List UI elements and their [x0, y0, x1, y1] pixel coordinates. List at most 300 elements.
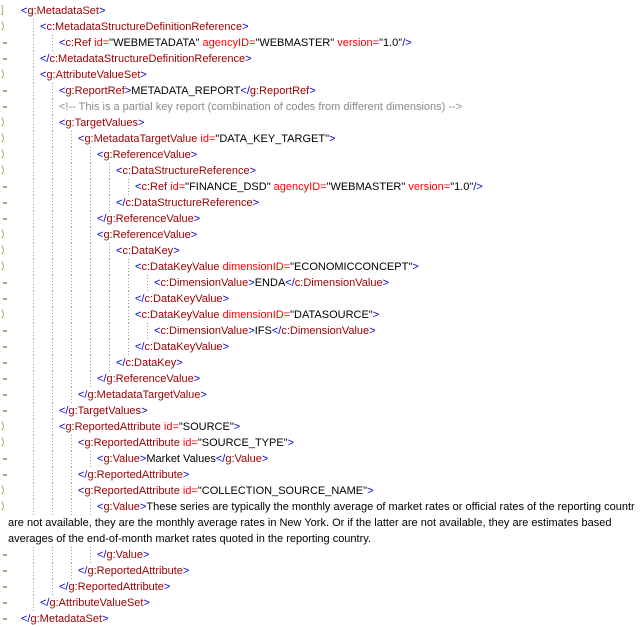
- tag-bracket: <: [59, 117, 66, 129]
- indent-guide: [21, 99, 40, 115]
- tag-bracket: >: [242, 21, 249, 33]
- indent-guide: [40, 403, 59, 419]
- indent-guide: [40, 483, 59, 499]
- indent-guide: [21, 227, 40, 243]
- indent-guide: [40, 195, 59, 211]
- tag-bracket: >: [163, 581, 171, 593]
- tag-bracket: </: [271, 325, 282, 337]
- indent-guide: [97, 307, 116, 323]
- tag-bracket: >: [190, 229, 198, 241]
- xml-line: [0, 547, 644, 563]
- element-name: c:DataStructureReference: [125, 197, 253, 209]
- element-name: g:TargetValues: [68, 405, 142, 417]
- indent-guide: [40, 227, 59, 243]
- tag-bracket: >: [139, 453, 147, 465]
- indent-guide: [40, 339, 59, 355]
- indent-guide: [21, 163, 40, 179]
- tag-bracket: >: [245, 53, 252, 65]
- indent-guide: [21, 259, 40, 275]
- xml-line: [0, 67, 644, 83]
- indent-guide: [59, 499, 78, 515]
- tag-bracket: >: [328, 133, 336, 145]
- indent-guide: [59, 227, 78, 243]
- xml-line: [0, 275, 644, 291]
- element-name: g:AttributeValueSet: [46, 69, 141, 81]
- indent-guide: [40, 563, 59, 579]
- indent-guide: [59, 259, 78, 275]
- indent-guide: [59, 147, 78, 163]
- indent-guide: [40, 579, 59, 595]
- tag-bracket: </: [78, 565, 88, 577]
- xml-line: [0, 355, 644, 371]
- fold-toggle-icon[interactable]: ⟩: [1, 245, 5, 256]
- attribute-value: "COLLECTION_SOURCE_NAME": [197, 485, 368, 497]
- tag-bracket: <: [135, 309, 142, 321]
- element-name: g:Value: [103, 453, 140, 465]
- element-name: g:ReferenceValue: [106, 213, 194, 225]
- indent-guide: [40, 179, 59, 195]
- indent-guide: [40, 371, 59, 387]
- tag-bracket: </: [97, 549, 107, 561]
- element-name: g:MetadataSet: [30, 613, 103, 625]
- tag-bracket: <: [116, 165, 123, 177]
- indent-guide: [21, 483, 40, 499]
- tag-bracket: >: [124, 85, 132, 97]
- attribute-value: "FINANCE_DSD": [185, 181, 271, 193]
- tag-bracket: <: [21, 5, 28, 17]
- indent-guide: [21, 339, 40, 355]
- gutter-tick-icon: [3, 42, 7, 44]
- tag-bracket: <: [97, 149, 104, 161]
- tag-bracket: >: [248, 277, 255, 289]
- indent-guide: [21, 467, 40, 483]
- xml-line: [0, 131, 644, 147]
- xml-line: [0, 339, 644, 355]
- tag-bracket: </: [135, 293, 145, 305]
- attribute-name: agencyID=: [270, 181, 327, 193]
- tag-bracket: >: [367, 485, 374, 497]
- tag-bracket: >: [193, 373, 201, 385]
- indent-guide: [97, 275, 116, 291]
- gutter-tick-icon: [3, 218, 7, 220]
- element-name: c:DimensionValue: [160, 277, 249, 289]
- indent-guide: [21, 547, 40, 563]
- indent-guide: [78, 243, 97, 259]
- tag-bracket: </: [78, 389, 88, 401]
- indent-guide: [21, 131, 40, 147]
- indent-guide: [40, 499, 59, 515]
- xml-line: [0, 83, 644, 99]
- indent-guide: [97, 195, 116, 211]
- fold-toggle-icon[interactable]: ⟩: [1, 437, 5, 448]
- xml-line: [0, 3, 644, 19]
- xml-line: [0, 435, 644, 451]
- indent-guide: [40, 147, 59, 163]
- attribute-value: "1.0": [379, 37, 403, 49]
- tag-bracket: <: [135, 181, 142, 193]
- indent-guide: [78, 307, 97, 323]
- xml-line: [0, 579, 644, 595]
- indent-guide: [78, 291, 97, 307]
- tag-bracket: >: [222, 341, 229, 353]
- fold-toggle-icon[interactable]: ⟩: [1, 501, 5, 512]
- indent-guide: [21, 563, 40, 579]
- indent-guide: [97, 339, 116, 355]
- element-name: g:MetadataSet: [27, 5, 99, 17]
- xml-line: [0, 163, 644, 179]
- indent-guide: [78, 499, 97, 515]
- xml-line: [0, 419, 644, 435]
- tag-bracket: >: [138, 117, 145, 129]
- gutter-tick-icon: [3, 602, 7, 604]
- xml-line: [0, 211, 644, 227]
- indent-guide: [59, 563, 78, 579]
- xml-line: [0, 323, 644, 339]
- fold-toggle-icon[interactable]: ⟩: [1, 309, 5, 320]
- gutter-tick-icon: [3, 474, 7, 476]
- fold-toggle-icon[interactable]: ⟩: [1, 149, 5, 160]
- attribute-value: "WEBMETADATA": [109, 37, 200, 49]
- tag-bracket: >: [249, 165, 257, 177]
- tag-bracket: </: [59, 581, 69, 593]
- gutter-tick-icon: [3, 186, 7, 188]
- attribute-value: "SOURCE": [178, 421, 234, 433]
- indent-guide: [135, 323, 154, 339]
- gutter-tick-icon: [3, 458, 7, 460]
- gutter-tick-icon: [3, 298, 7, 300]
- indent-guide: [40, 291, 59, 307]
- element-name: g:ReportedAttribute: [68, 581, 164, 593]
- indent-guide: [40, 131, 59, 147]
- indent-guide: [21, 499, 40, 515]
- element-name: g:TargetValues: [65, 117, 139, 129]
- tag-bracket: </: [40, 53, 50, 65]
- attribute-name: id=: [160, 421, 179, 433]
- xml-line: [0, 451, 644, 467]
- element-name: c:DataKeyValue: [141, 261, 220, 273]
- indent-guide: [78, 355, 97, 371]
- indent-guide: [59, 371, 78, 387]
- attribute-name: dimensionID=: [219, 309, 291, 321]
- tag-bracket: <: [78, 133, 85, 145]
- indent-guide: [40, 467, 59, 483]
- xml-line: [0, 179, 644, 195]
- indent-guide: [78, 275, 97, 291]
- indent-guide: [21, 35, 40, 51]
- tag-bracket: >: [412, 261, 419, 273]
- text-content: Market Values: [146, 453, 216, 465]
- indent-guide: [59, 179, 78, 195]
- element-name: c:Ref: [141, 181, 168, 193]
- xml-line: [0, 147, 644, 163]
- indent-guide: [21, 147, 40, 163]
- indent-guide: [97, 243, 116, 259]
- tag-bracket: </: [21, 613, 31, 625]
- text-content: These series are typically the monthly average of market rates or official rates of the reporting countr: [146, 501, 635, 513]
- indent-guide: [116, 323, 135, 339]
- element-name: g:ReportedAttribute: [84, 437, 180, 449]
- gutter-tick-icon: [3, 554, 7, 556]
- attribute-value: "DATA_KEY_TARGET": [215, 133, 329, 145]
- indent-guide: [97, 355, 116, 371]
- fold-toggle-icon[interactable]: ]: [1, 5, 4, 16]
- tag-bracket: >: [372, 309, 380, 321]
- indent-guide: [40, 163, 59, 179]
- element-name: c:MetadataStructureDefinitionReference: [46, 21, 243, 33]
- indent-guide: [116, 179, 135, 195]
- indent-guide: [21, 243, 40, 259]
- xml-line: [0, 467, 644, 483]
- indent-guide: [21, 51, 40, 67]
- tag-bracket: >: [248, 325, 255, 337]
- gutter-tick-icon: [3, 586, 7, 588]
- xml-line: [0, 387, 644, 403]
- element-name: g:ReportedAttribute: [87, 469, 183, 481]
- attribute-value: "1.0": [450, 181, 474, 193]
- fold-toggle-icon[interactable]: ⟩: [1, 165, 5, 176]
- fold-toggle-icon[interactable]: ⟩: [1, 229, 5, 240]
- element-name: g:AttributeValueSet: [49, 597, 144, 609]
- indent-guide: [40, 323, 59, 339]
- tag-bracket: <: [59, 37, 66, 49]
- indent-guide: [21, 307, 40, 323]
- tag-bracket: >: [287, 437, 295, 449]
- indent-guide: [59, 131, 78, 147]
- text-content: are not available, they are the monthly average rates in New York. Or if the latter are not available, they are estimates based: [8, 517, 612, 529]
- indent-guide: [59, 323, 78, 339]
- tag-bracket: <: [135, 261, 142, 273]
- xml-wrapped-text-line: [0, 515, 644, 531]
- element-name: c:Ref: [65, 37, 92, 49]
- element-name: g:Value: [106, 549, 143, 561]
- element-name: g:ReportedAttribute: [87, 565, 183, 577]
- tag-bracket: </: [215, 453, 226, 465]
- fold-toggle-icon[interactable]: ⟩: [1, 421, 5, 432]
- tag-bracket: </: [240, 85, 250, 97]
- indent-guide: [21, 67, 40, 83]
- indent-guide: [59, 275, 78, 291]
- indent-guide: [59, 547, 78, 563]
- element-name: c:DataKeyValue: [144, 293, 223, 305]
- element-name: c:DataKeyValue: [144, 341, 223, 353]
- indent-guide: [97, 179, 116, 195]
- element-name: c:DimensionValue: [281, 325, 370, 337]
- element-name: g:ReferenceValue: [106, 373, 194, 385]
- indent-guide: [116, 339, 135, 355]
- tag-bracket: >: [102, 613, 109, 625]
- fold-toggle-icon[interactable]: ⟩: [1, 485, 5, 496]
- indent-guide: [97, 291, 116, 307]
- attribute-value: "ECONOMICCONCEPT": [290, 261, 413, 273]
- tag-bracket: </: [97, 373, 107, 385]
- tag-bracket: >: [252, 197, 260, 209]
- fold-toggle-icon[interactable]: ⟩: [1, 133, 5, 144]
- attribute-name: id=: [91, 37, 110, 49]
- element-name: g:ReportedAttribute: [84, 485, 180, 497]
- indent-guide: [21, 579, 40, 595]
- indent-guide: [40, 387, 59, 403]
- tag-bracket: </: [40, 597, 50, 609]
- element-name: c:MetadataStructureDefinitionReference: [49, 53, 246, 65]
- indent-guide: [40, 355, 59, 371]
- tag-bracket: >: [173, 245, 180, 257]
- indent-guide: [40, 307, 59, 323]
- element-name: c:DataKey: [122, 245, 174, 257]
- indent-guide: [21, 371, 40, 387]
- xml-line: [0, 35, 644, 51]
- indent-guide: [40, 547, 59, 563]
- attribute-name: id=: [179, 485, 198, 497]
- tag-bracket: >: [200, 389, 207, 401]
- attribute-name: version=: [405, 181, 451, 193]
- tag-bracket: >: [261, 453, 269, 465]
- tag-bracket: <: [59, 421, 66, 433]
- indent-guide: [59, 211, 78, 227]
- tag-bracket: <: [97, 501, 104, 513]
- tag-bracket: >: [139, 501, 147, 513]
- indent-guide: [78, 147, 97, 163]
- indent-guide: [78, 163, 97, 179]
- tag-bracket: />: [473, 181, 483, 193]
- indent-guide: [59, 291, 78, 307]
- element-name: c:DimensionValue: [160, 325, 249, 337]
- tag-bracket: >: [233, 421, 241, 433]
- xml-line: [0, 19, 644, 35]
- element-name: g:ReportedAttribute: [65, 421, 161, 433]
- attribute-name: dimensionID=: [219, 261, 291, 273]
- fold-toggle-icon[interactable]: ⟩: [1, 261, 5, 272]
- tag-bracket: >: [143, 597, 150, 609]
- gutter-tick-icon: [3, 410, 7, 412]
- tag-bracket: </: [78, 469, 88, 481]
- tag-bracket: <: [116, 245, 123, 257]
- xml-line: [0, 291, 644, 307]
- tag-bracket: >: [190, 149, 198, 161]
- indent-guide: [21, 595, 40, 611]
- indent-guide: [40, 259, 59, 275]
- indent-guide: [78, 227, 97, 243]
- indent-guide: [59, 467, 78, 483]
- indent-guide: [21, 355, 40, 371]
- indent-guide: [78, 371, 97, 387]
- xml-line: [0, 115, 644, 131]
- xml-line: [0, 51, 644, 67]
- indent-guide: [116, 291, 135, 307]
- indent-guide: [97, 163, 116, 179]
- tag-bracket: <: [97, 229, 104, 241]
- fold-toggle-icon[interactable]: ⟩: [1, 117, 5, 128]
- fold-toggle-icon[interactable]: ⟩: [1, 69, 5, 80]
- indent-guide: [21, 275, 40, 291]
- tag-bracket: </: [116, 197, 126, 209]
- indent-guide: [40, 243, 59, 259]
- xml-line: [0, 595, 644, 611]
- indent-guide: [59, 243, 78, 259]
- gutter-tick-icon: [3, 618, 7, 620]
- gutter-tick-icon: [3, 570, 7, 572]
- text-content: METADATA_REPORT: [131, 85, 241, 97]
- tag-bracket: <: [40, 69, 47, 81]
- indent-guide: [40, 35, 59, 51]
- attribute-value: "WEBMASTER": [255, 37, 335, 49]
- xml-line: [0, 371, 644, 387]
- xml-line: [0, 611, 644, 627]
- element-name: c:DataKeyValue: [141, 309, 220, 321]
- comment-text: <!-- This is a partial key report (combination of codes from different dimensions) -->: [59, 101, 463, 113]
- tag-bracket: >: [99, 5, 106, 17]
- element-name: g:Value: [103, 501, 140, 513]
- indent-guide: [21, 419, 40, 435]
- indent-guide: [78, 195, 97, 211]
- tag-bracket: >: [141, 405, 148, 417]
- indent-guide: [116, 275, 135, 291]
- indent-guide: [59, 435, 78, 451]
- gutter-tick-icon: [3, 378, 7, 380]
- xml-wrapped-text-line: [0, 531, 644, 547]
- indent-guide: [78, 259, 97, 275]
- indent-guide: [116, 307, 135, 323]
- element-name: g:MetadataTargetValue: [84, 133, 198, 145]
- attribute-name: agencyID=: [199, 37, 256, 49]
- tag-bracket: >: [176, 357, 183, 369]
- indent-guide: [40, 211, 59, 227]
- fold-toggle-icon[interactable]: ⟩: [1, 21, 5, 32]
- indent-guide: [21, 211, 40, 227]
- attribute-value: "DATASOURCE": [290, 309, 373, 321]
- indent-guide: [21, 451, 40, 467]
- xml-line: [0, 243, 644, 259]
- tag-bracket: <: [78, 437, 85, 449]
- tag-bracket: />: [402, 37, 412, 49]
- indent-guide: [59, 307, 78, 323]
- indent-guide: [97, 323, 116, 339]
- tag-bracket: <: [97, 453, 104, 465]
- attribute-name: id=: [167, 181, 186, 193]
- indent-guide: [40, 115, 59, 131]
- attribute-value: "WEBMASTER": [326, 181, 406, 193]
- indent-guide: [21, 291, 40, 307]
- indent-guide: [21, 435, 40, 451]
- gutter-tick-icon: [3, 282, 7, 284]
- gutter-tick-icon: [3, 330, 7, 332]
- element-name: g:Value: [225, 453, 262, 465]
- indent-guide: [21, 83, 40, 99]
- xml-line: [0, 227, 644, 243]
- indent-guide: [78, 211, 97, 227]
- indent-guide: [40, 419, 59, 435]
- indent-guide: [59, 451, 78, 467]
- tag-bracket: <: [40, 21, 47, 33]
- element-name: g:ReportRef: [65, 85, 125, 97]
- xml-line: [0, 195, 644, 211]
- element-name: c:DataStructureReference: [122, 165, 250, 177]
- indent-guide: [116, 259, 135, 275]
- element-name: c:DataKey: [125, 357, 177, 369]
- tag-bracket: >: [182, 469, 190, 481]
- indent-guide: [21, 387, 40, 403]
- text-content: IFS: [254, 325, 272, 337]
- text-content: averages of the end-of-month market rates quoted in the reporting country.: [8, 533, 371, 545]
- tag-bracket: <: [78, 485, 85, 497]
- indent-guide: [21, 195, 40, 211]
- indent-guide: [78, 323, 97, 339]
- tag-bracket: >: [182, 565, 190, 577]
- indent-guide: [97, 259, 116, 275]
- indent-guide: [21, 403, 40, 419]
- indent-guide: [59, 339, 78, 355]
- tag-bracket: >: [140, 69, 147, 81]
- tag-bracket: <: [59, 85, 66, 97]
